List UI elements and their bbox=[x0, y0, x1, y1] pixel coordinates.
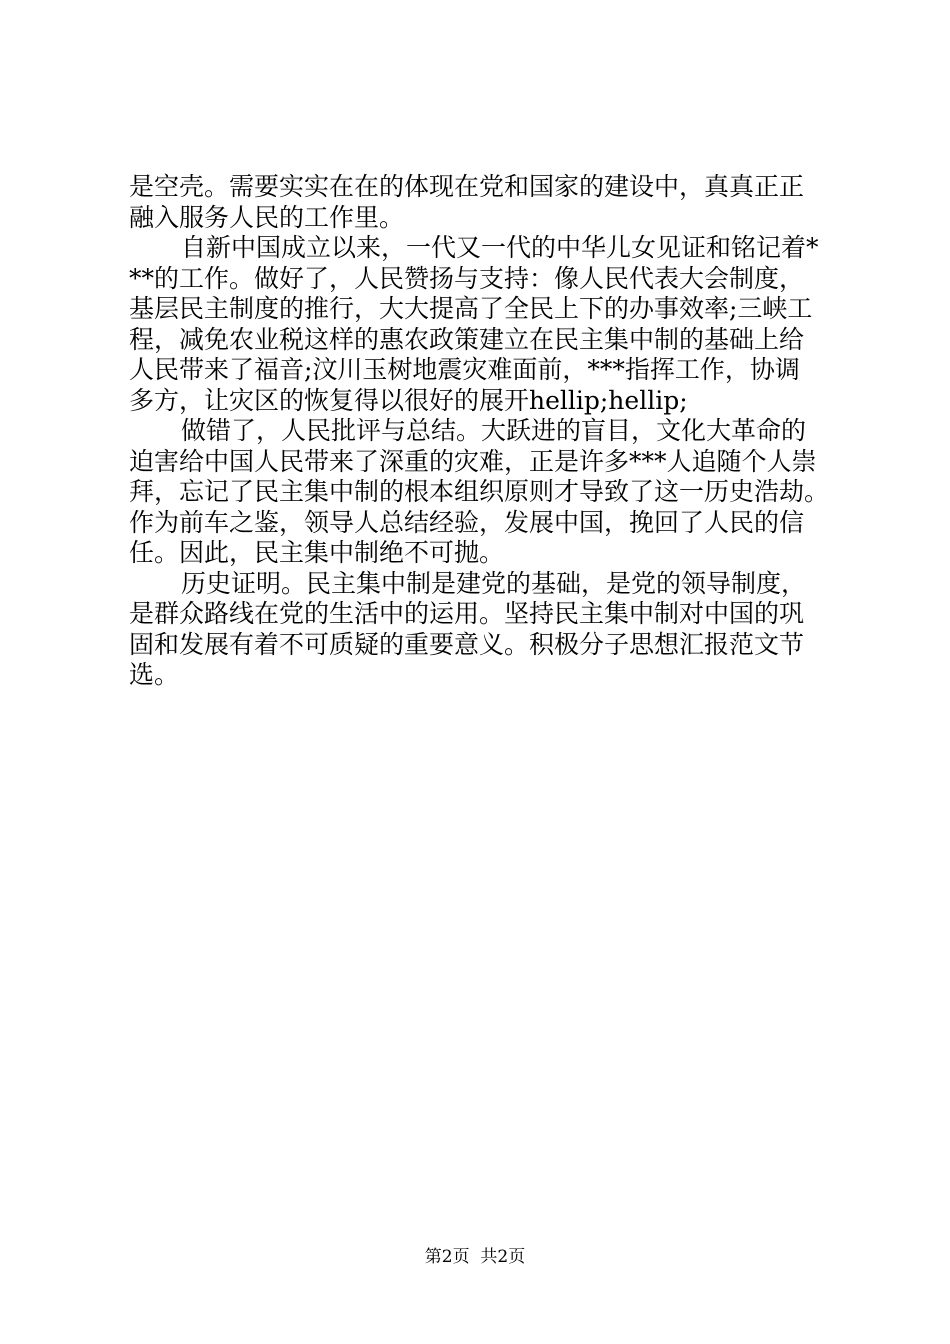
text-line: 是空壳。需要实实在在的体现在党和国家的建设中，真真正正 bbox=[129, 172, 805, 201]
text-line: 固和发展有着不可质疑的重要意义。积极分子思想汇报范文节 bbox=[129, 629, 805, 659]
text-line: 任。因此，民主集中制绝不可抛。 bbox=[129, 538, 505, 567]
text-line: 融入服务人民的工作里。 bbox=[129, 202, 405, 232]
text-line: 作为前车之鉴，领导人总结经验，发展中国，挽回了人民的信 bbox=[129, 507, 805, 537]
text-line: 是群众路线在党的生活中的运用。坚持民主集中制对中国的巩 bbox=[129, 599, 805, 628]
text-line: 选。 bbox=[129, 660, 180, 689]
page-number-label: 第2页 共2页 bbox=[424, 1247, 526, 1267]
text-line: 多方，让灾区的恢复得以很好的展开hellip;hellip; bbox=[129, 385, 688, 415]
text-line: 人民带来了福音;汶川玉树地震灾难面前，***指挥工作，协调 bbox=[129, 355, 800, 384]
text-line: 迫害给中国人民带来了深重的灾难，正是许多***人追随个人崇 bbox=[129, 446, 817, 476]
paragraph-start-line: 做错了，人民批评与总结。大跃进的盲目，文化大革命的 bbox=[181, 416, 807, 445]
paragraph-start-line: 自新中国成立以来，一代又一代的中华儿女见证和铭记着* bbox=[181, 233, 819, 262]
text-line: 基层民主制度的推行，大大提高了全民上下的办事效率;三峡工 bbox=[129, 294, 813, 323]
text-line: 拜，忘记了民主集中制的根本组织原则才导致了这一历史浩劫。 bbox=[129, 477, 830, 506]
paragraph-start-line: 历史证明。民主集中制是建党的基础，是党的领导制度， bbox=[181, 568, 807, 598]
page-footer bbox=[0, 1242, 950, 1267]
text-line: 程，减免农业税这样的惠农政策建立在民主集中制的基础上给 bbox=[129, 324, 805, 354]
document-body bbox=[129, 172, 833, 691]
text-line: **的工作。做好了，人民赞扬与支持：像人民代表大会制度， bbox=[129, 263, 805, 293]
